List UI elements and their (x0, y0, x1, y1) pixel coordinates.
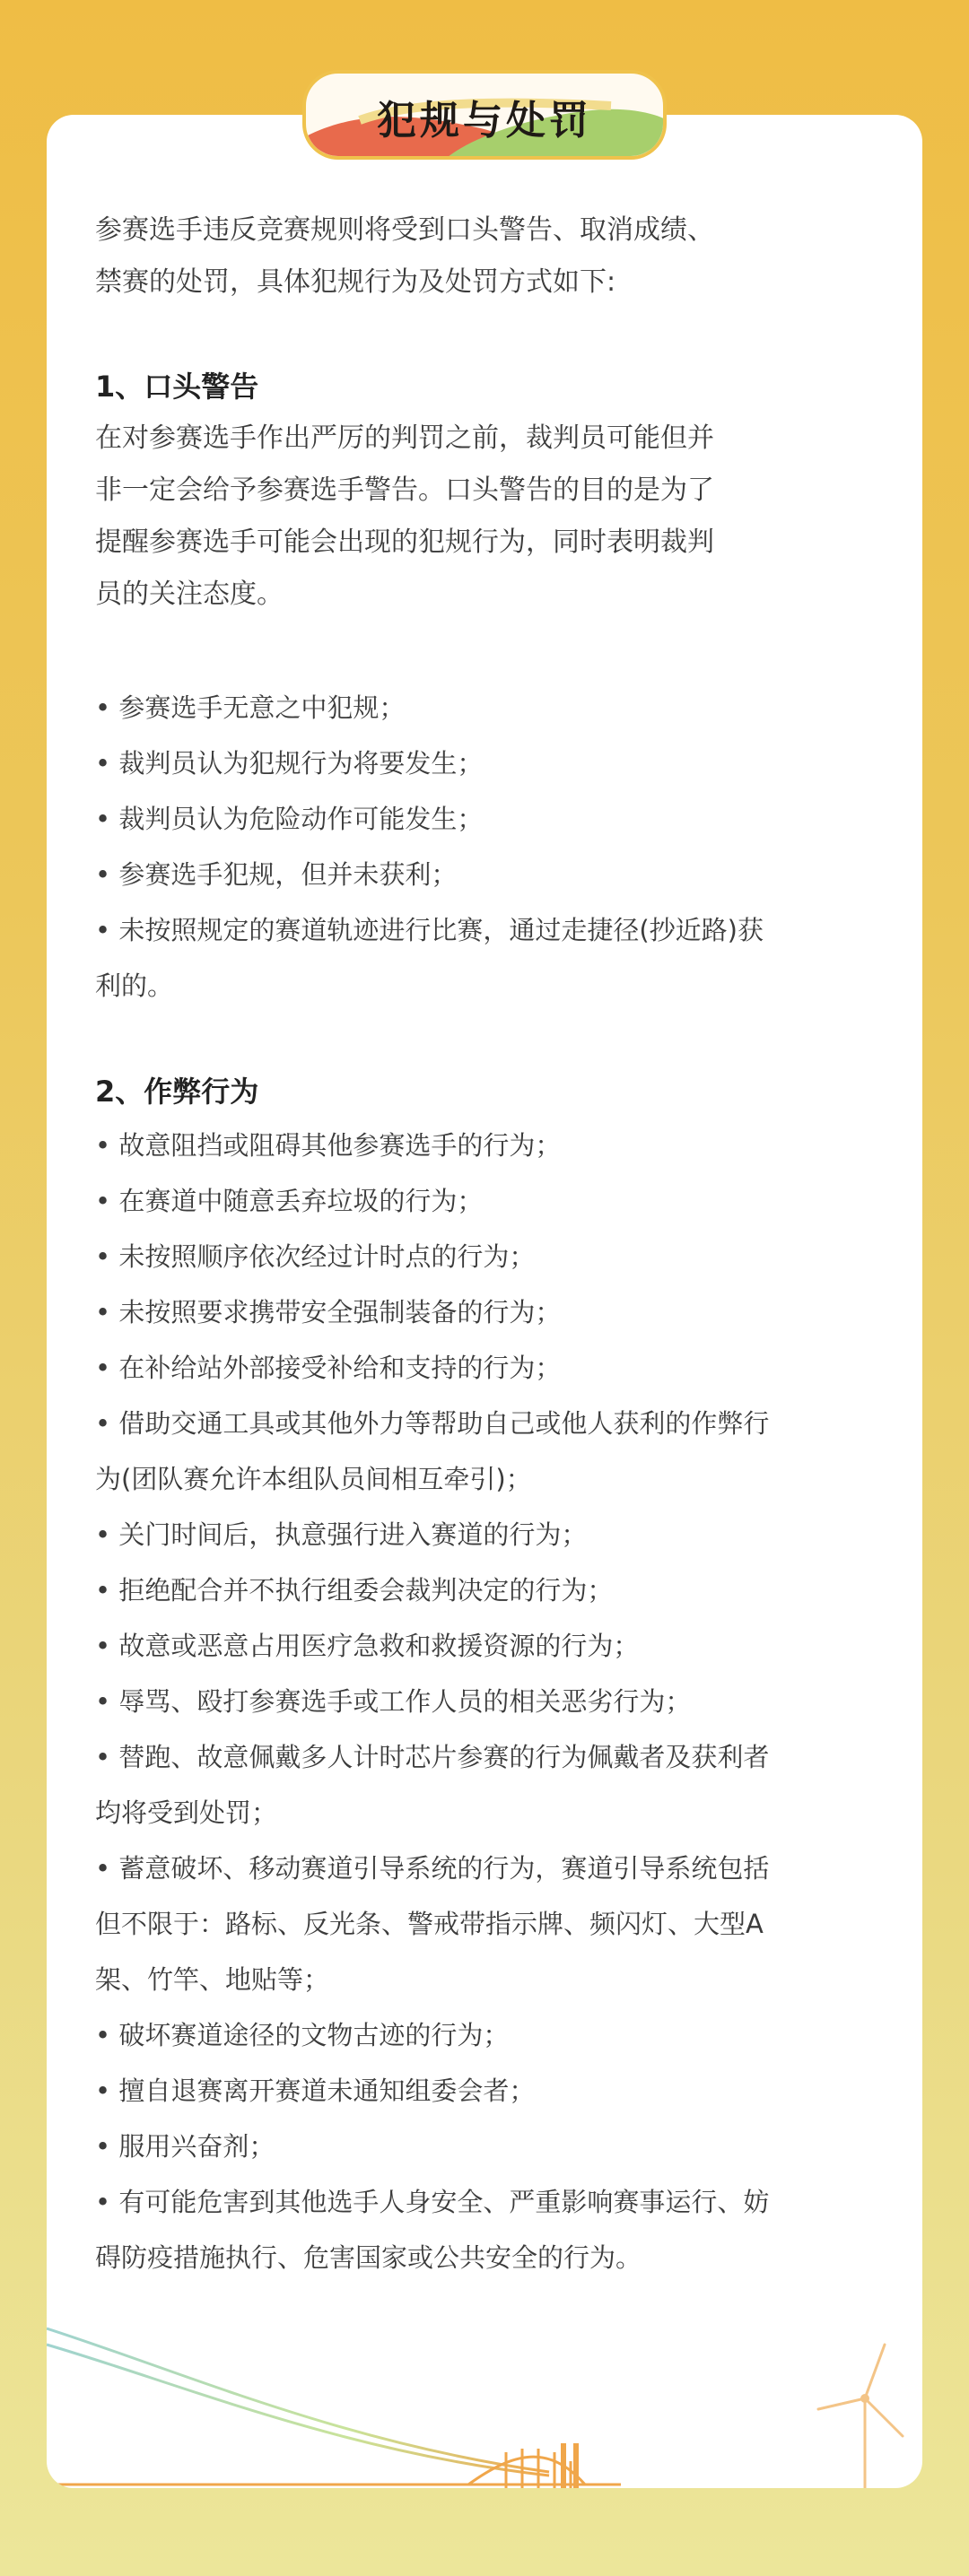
section-2-list (95, 1118, 880, 2285)
intro-line-1: 参赛选手违反竞赛规则将受到口头警告、取消成绩、 (95, 214, 714, 246)
content-card (47, 115, 922, 2488)
page-title: 犯规与处罚 (377, 98, 592, 144)
section-1-line-4: 员的关注态度。 (95, 579, 284, 610)
list-item: 但不限于：路标、反光条、警戒带指示牌、频闪灯、大型A (95, 1909, 764, 1939)
list-item: • 裁判员认为犯规行为将要发生； (95, 748, 484, 779)
list-item: • 蓄意破坏、移动赛道引导系统的行为，赛道引导系统包括 (95, 1853, 770, 1884)
list-item: • 关门时间后，执意强行进入赛道的行为； (95, 1519, 588, 1550)
list-item: 利的。 (95, 970, 174, 1001)
list-item: • 在赛道中随意丢弃垃圾的行为； (95, 1186, 484, 1216)
list-item: • 替跑、故意佩戴多人计时芯片参赛的行为佩戴者及获利者 (95, 1742, 770, 1772)
list-item: 为(团队赛允许本组队员间相互牵引)； (95, 1464, 532, 1494)
list-item: • 借助交通工具或其他外力等帮助自己或他人获利的作弊行 (95, 1408, 770, 1439)
section-1-line-3: 提醒参赛选手可能会出现的犯规行为，同时表明裁判 (95, 527, 714, 558)
list-item: • 擅自退赛离开赛道未通知组委会者； (95, 2076, 536, 2106)
wind-turbine-icon (811, 2336, 910, 2488)
rules-content (95, 205, 880, 2285)
list-item: • 有可能危害到其他选手人身安全、严重影响赛事运行、妨 (95, 2187, 770, 2217)
list-item: 架、竹竿、地贴等； (95, 1964, 330, 1995)
list-item: • 拒绝配合并不执行组委会裁判决定的行为； (95, 1575, 614, 1606)
list-item: • 辱骂、殴打参赛选手或工作人员的相关恶劣行为； (95, 1686, 692, 1717)
list-item: • 故意或恶意占用医疗急救和救援资源的行为； (95, 1631, 640, 1661)
list-item: • 未按照规定的赛道轨迹进行比赛，通过走捷径(抄近路)获 (95, 915, 764, 945)
list-item: • 服用兴奋剂； (95, 2131, 275, 2162)
list-item: 碍防疫措施执行、危害国家或公共安全的行为。 (95, 2242, 642, 2273)
list-item: • 破坏赛道途径的文物古迹的行为； (95, 2020, 510, 2050)
section-1-list (95, 680, 880, 1014)
list-item: • 故意阻挡或阻碍其他参赛选手的行为； (95, 1130, 562, 1161)
list-item: 均将受到处罚； (95, 1797, 278, 1828)
list-item: • 未按照要求携带安全强制装备的行为； (95, 1297, 562, 1327)
list-item: • 未按照顺序依次经过计时点的行为； (95, 1241, 536, 1272)
list-item: • 在补给站外部接受补给和支持的行为； (95, 1353, 562, 1383)
bridge-illustration (47, 2309, 621, 2488)
section-1-line-1: 在对参赛选手作出严厉的判罚之前，裁判员可能但并 (95, 422, 714, 454)
section-1-heading: 1、口头警告 (95, 370, 259, 404)
title-banner (302, 70, 667, 160)
section-1-line-2: 非一定会给予参赛选手警告。口头警告的目的是为了 (95, 474, 714, 506)
intro-line-2: 禁赛的处罚，具体犯规行为及处罚方式如下: (95, 266, 616, 298)
list-item: • 参赛选手无意之中犯规； (95, 692, 406, 723)
list-item: • 裁判员认为危险动作可能发生； (95, 804, 484, 834)
section-2-heading: 2、作弊行为 (95, 1075, 259, 1109)
list-item: • 参赛选手犯规，但并未获利； (95, 859, 458, 890)
